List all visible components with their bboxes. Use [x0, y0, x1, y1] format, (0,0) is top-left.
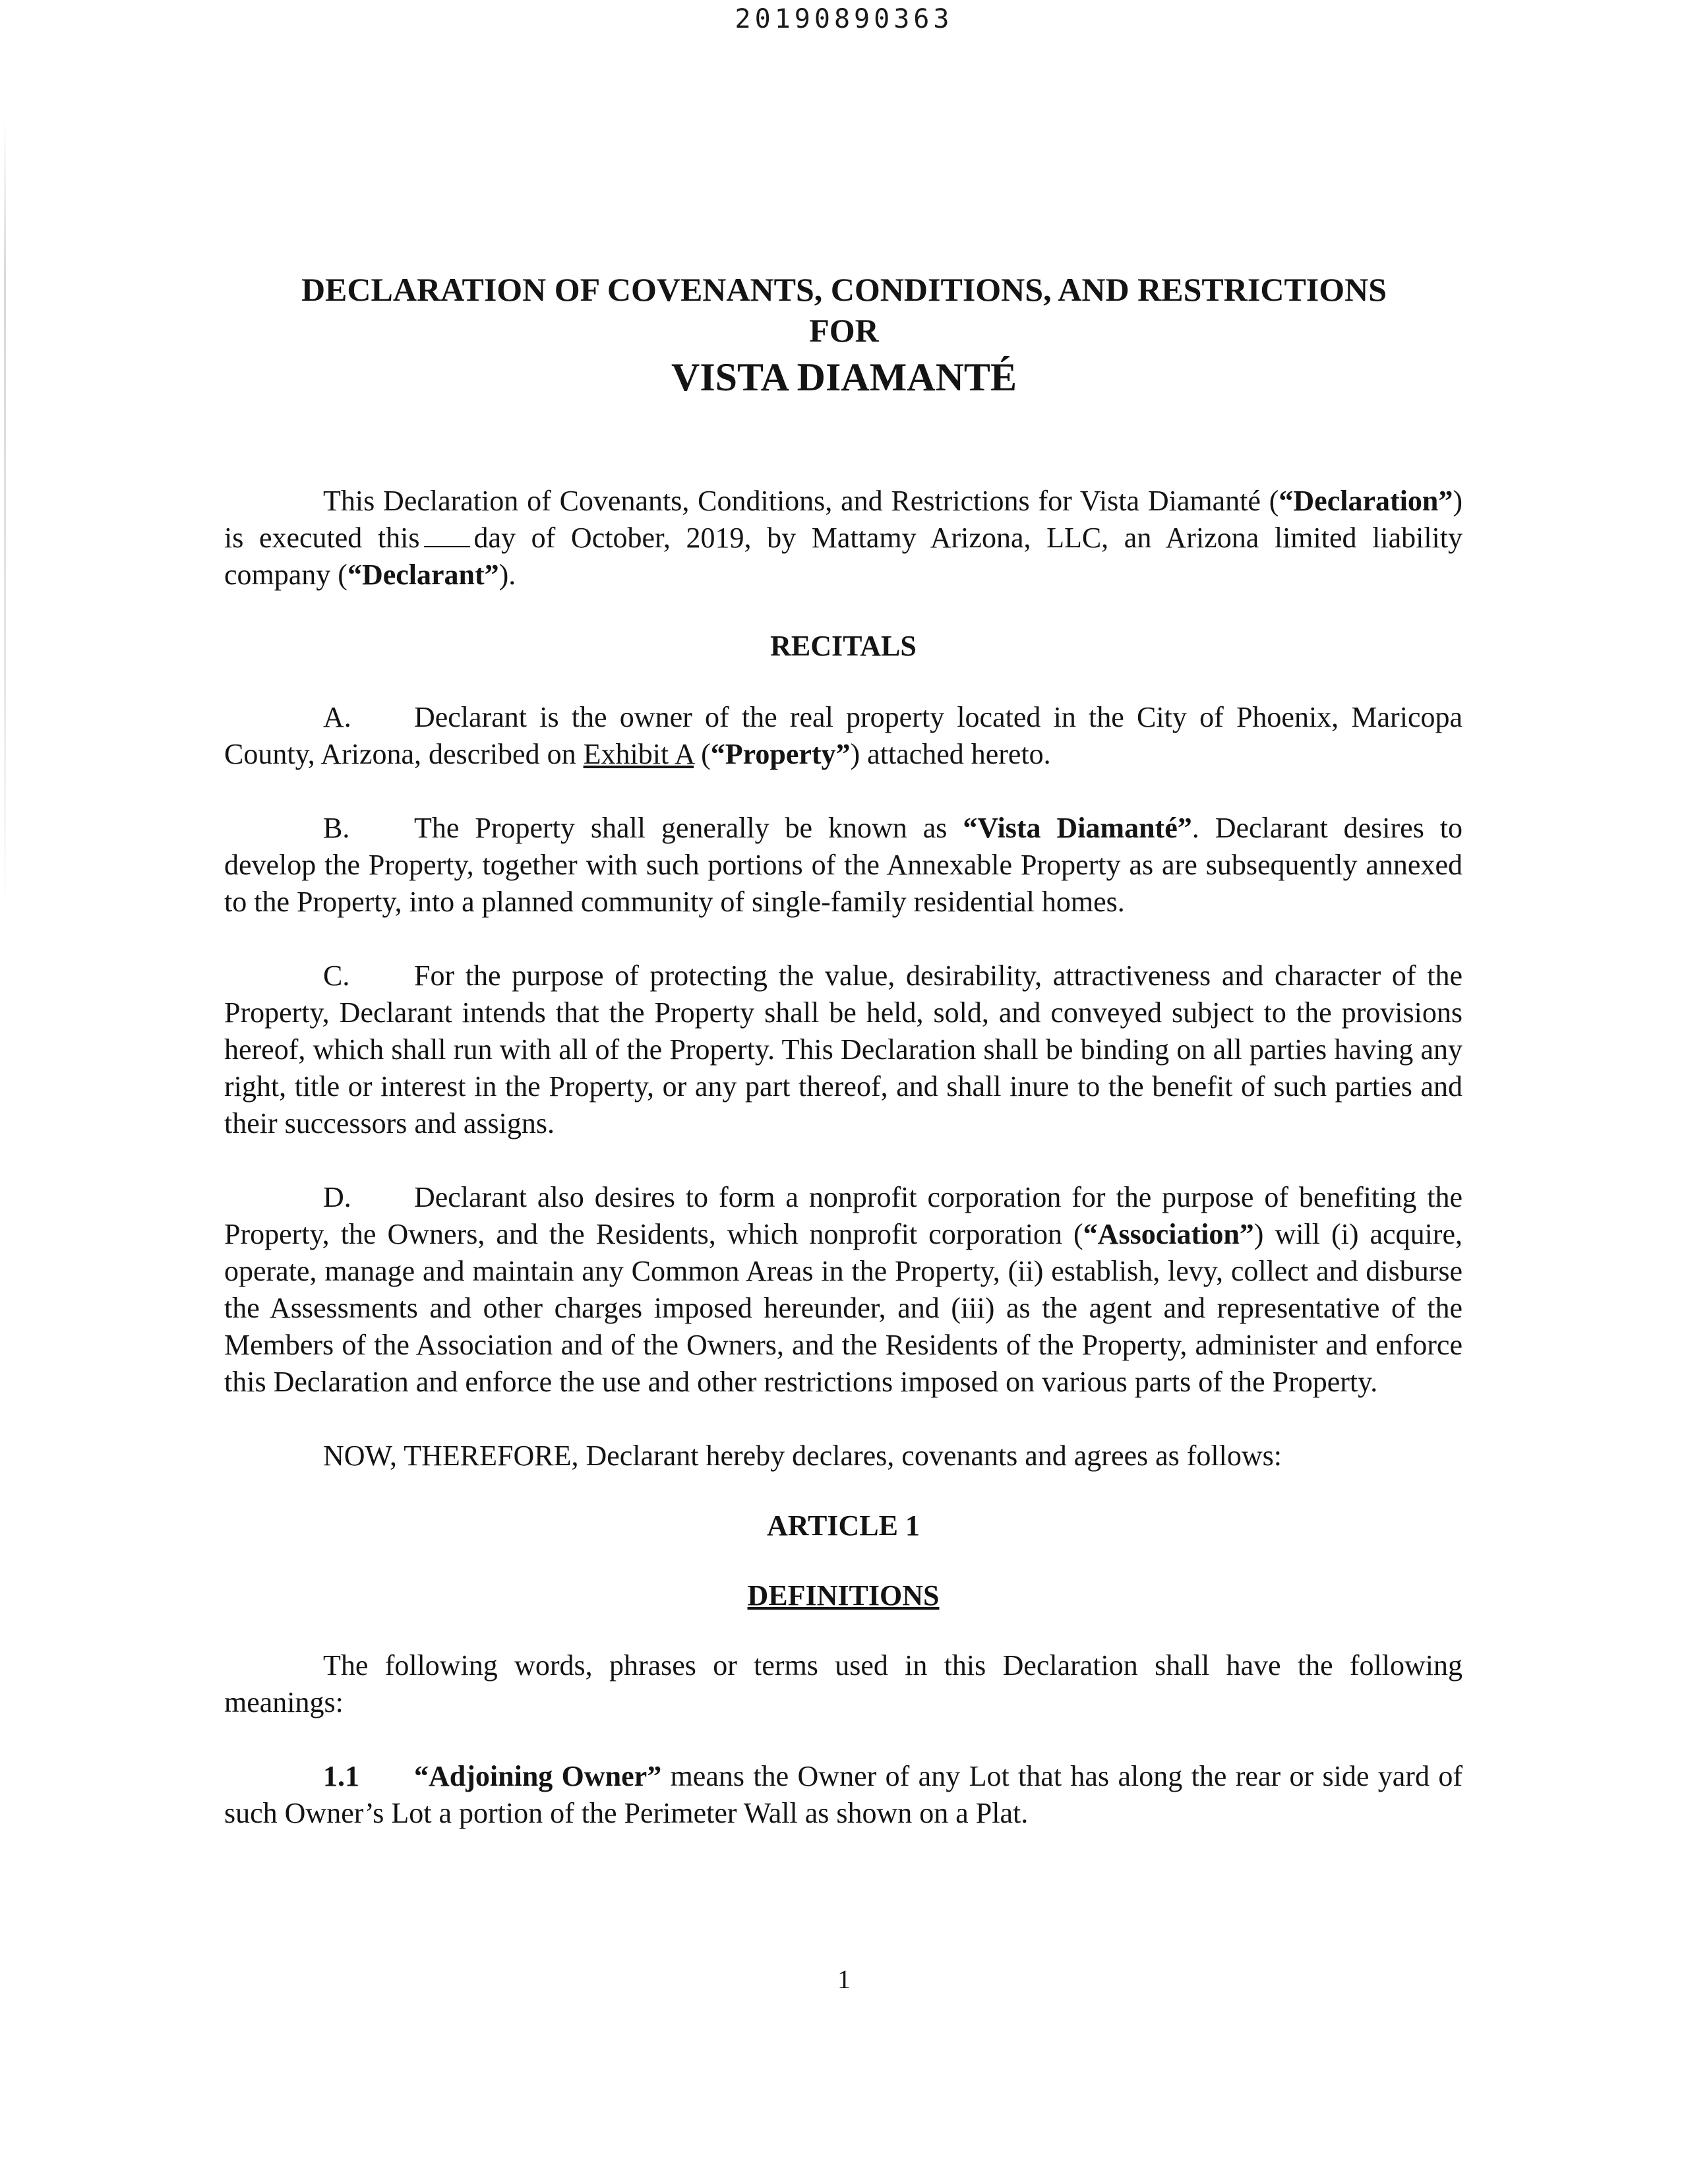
recital-a-text-1: Declarant is the owner of the real property located in the City of Phoenix, Maricopa County, Arizona, described on	[224, 701, 1462, 770]
recital-a-text-3: ) attached hereto.	[850, 738, 1051, 770]
recital-b	[224, 810, 1462, 921]
date-blank	[424, 524, 470, 547]
title-line-3: VISTA DIAMANTÉ	[671, 355, 1017, 399]
page-number: 1	[837, 1964, 851, 1994]
document-body	[224, 483, 1462, 1832]
section-1-1	[224, 1758, 1462, 1832]
intro-paragraph	[224, 483, 1462, 593]
intro-term-declaration: “Declaration”	[1279, 485, 1453, 517]
recital-b-mark: B.	[323, 812, 350, 844]
recital-d-mark: D.	[323, 1181, 351, 1213]
scan-edge-shadow	[4, 119, 6, 910]
recital-d-text-1: Declarant also desires to form a nonprofit corporation for the purpose of benefiting the Property, the Owners, and the Residents, which nonprofit corporation (	[224, 1181, 1462, 1250]
section-1-1-number: 1.1	[323, 1760, 359, 1792]
exhibit-a-reference: Exhibit A	[583, 738, 694, 770]
intro-text-4: ).	[498, 559, 516, 591]
title-line-1: DECLARATION OF COVENANTS, CONDITIONS, AND RESTRICTIONS	[301, 271, 1387, 308]
definitions-intro: The following words, phrases or terms used in this Declaration shall have the following meanings:	[224, 1649, 1462, 1718]
now-therefore-paragraph: NOW, THEREFORE, Declarant hereby declares, covenants and agrees as follows:	[323, 1440, 1282, 1472]
recital-a-text-2: (	[694, 738, 711, 770]
recital-c	[224, 957, 1462, 1142]
article-title: DEFINITIONS	[747, 1579, 940, 1612]
intro-text-3: day of October, 2019, by Mattamy Arizona, LLC, an Arizona limited liability company (	[224, 522, 1462, 591]
recording-number: 20190890363	[735, 4, 953, 34]
recital-a	[224, 699, 1462, 773]
recital-c-mark: C.	[323, 959, 350, 992]
intro-term-declarant: “Declarant”	[347, 559, 499, 591]
recitals-heading: RECITALS	[770, 630, 917, 662]
recital-d-term-association: “Association”	[1083, 1218, 1254, 1250]
recital-b-text-2: . Declarant desires to develop the Property, together with such portions of the Annexable Property as are subsequently annexed to the Property, into a planned community of single-family residential homes.	[224, 812, 1463, 918]
recital-c-text: For the purpose of protecting the value, desirability, attractiveness and character of the Property, Declarant intends that the Property shall be held, sold, and conveyed subject to the provisions hereof, which shall run with all of the Property. This Declaration shall be binding on all parties having any right, title or interest in the Property, or any part thereof, and shall inure to the benefit of such parties and their successors and assigns.	[224, 959, 1462, 1139]
recital-d-text-2: ) will (i) acquire, operate, manage and maintain any Common Areas in the Property, (ii) establish, levy, collect and disburse the Assessments and other charges imposed hereunder, and (iii) as the agent and representative of the Members of the Association and of the Owners, and the Residents of the Property, administer and enforce this Declaration and enforce the use and other restrictions imposed on various parts of the Property.	[224, 1218, 1462, 1398]
title-line-2: FOR	[809, 312, 879, 349]
intro-text-2: ) is executed this	[224, 485, 1462, 554]
recital-b-term-vista-diamante: “Vista Diamanté”	[963, 812, 1192, 844]
document-title	[0, 269, 1688, 402]
article-number: ARTICLE 1	[767, 1509, 920, 1542]
recital-a-term-property: “Property”	[710, 738, 851, 770]
section-1-1-text: means the Owner of any Lot that has along the rear or side yard of such Owner’s Lot a portion of the Perimeter Wall as shown on a Plat.	[224, 1760, 1462, 1829]
recital-b-text-1: The Property shall generally be known as	[414, 812, 963, 844]
recital-d	[224, 1179, 1462, 1401]
section-1-1-term: “Adjoining Owner”	[414, 1760, 662, 1792]
recital-a-mark: A.	[323, 701, 351, 733]
intro-text-1: This Declaration of Covenants, Conditions, and Restrictions for Vista Diamanté (	[323, 485, 1279, 517]
